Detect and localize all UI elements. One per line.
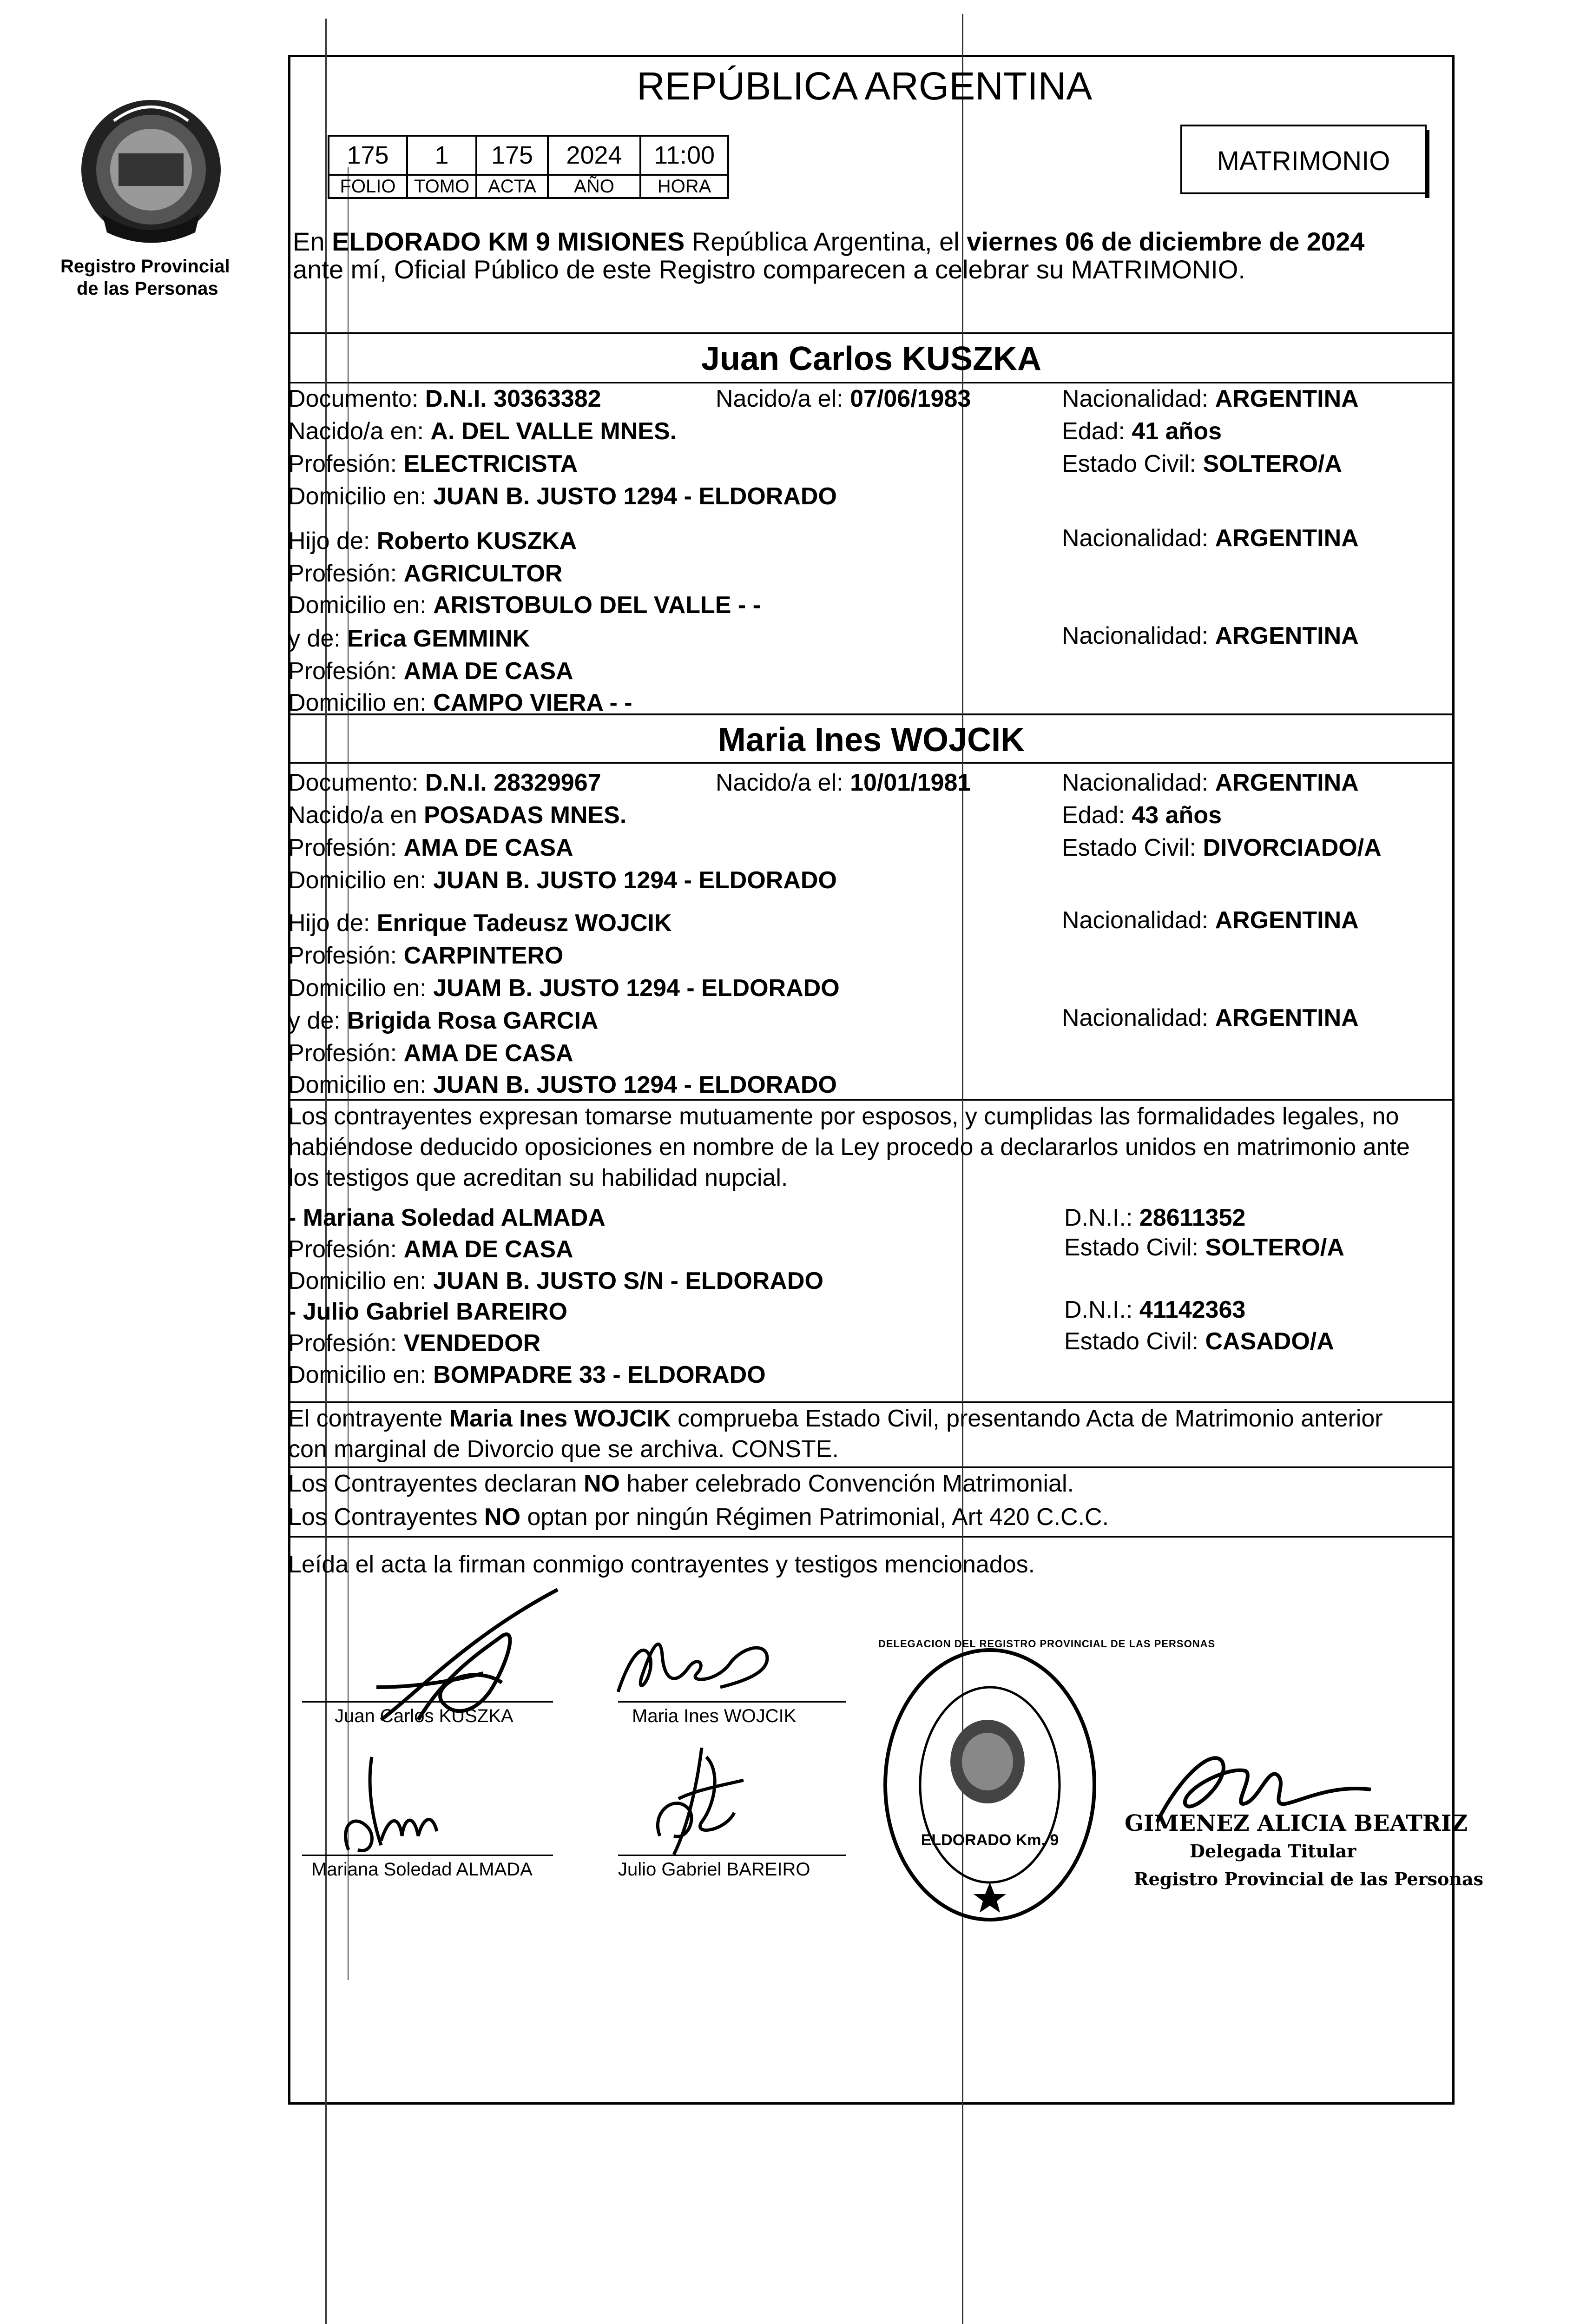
bride-profesion: Profesión: AMA DE CASA — [288, 834, 573, 861]
logo-caption-line2: de las Personas — [77, 278, 218, 299]
groom-profesion: Profesión: ELECTRICISTA — [288, 450, 578, 477]
hora-label: HORA — [640, 175, 728, 198]
misiones-seal-icon — [74, 93, 228, 251]
intro-date: viernes 06 de diciembre de 2024 — [967, 227, 1365, 256]
bride-madre-prof: Profesión: AMA DE CASA — [288, 1040, 573, 1067]
groom-documento: Documento: D.N.I. 30363382 — [288, 385, 601, 412]
regime-line2: Los Contrayentes NO optan por ningún Régimen Patrimonial, Art 420 C.C.C. — [288, 1504, 1109, 1531]
groom-estado: Estado Civil: SOLTERO/A — [1062, 450, 1342, 477]
type-box-label: MATRIMONIO — [1217, 146, 1390, 176]
witness2-dni: D.N.I.: 41142363 — [1064, 1296, 1246, 1323]
divider-closing — [288, 1536, 1455, 1538]
witness1-dni: D.N.I.: 28611352 — [1064, 1204, 1246, 1231]
witness1-signature-label: Mariana Soledad ALMADA — [311, 1859, 533, 1880]
hora-value: 11:00 — [640, 136, 728, 175]
official-name: GIMENEZ ALICIA BEATRIZ — [1125, 1810, 1468, 1836]
groom-edad: Edad: 41 años — [1062, 418, 1222, 445]
groom-domicilio: Domicilio en: JUAN B. JUSTO 1294 - ELDORADO — [288, 483, 837, 510]
registry-logo — [74, 93, 228, 260]
bride-domicilio: Domicilio en: JUAN B. JUSTO 1294 - ELDORADO — [288, 867, 837, 894]
witness1-name: - Mariana Soledad ALMADA — [288, 1204, 606, 1231]
bride-padre-nac: Nacionalidad: ARGENTINA — [1062, 907, 1359, 934]
bride-signature-icon — [609, 1622, 776, 1706]
act-meta-table — [328, 135, 729, 199]
groom-nacido: Nacido/a el: 07/06/1983 — [716, 385, 971, 412]
stamp-seal-icon — [878, 1641, 1101, 1929]
declaration-line3: los testigos que acreditan su habilidad nupcial. — [288, 1164, 788, 1191]
bride-signature-line — [618, 1701, 846, 1703]
header-title: REPÚBLICA ARGENTINA — [637, 64, 1093, 108]
witness2-dom: Domicilio en: BOMPADRE 33 - ELDORADO — [288, 1361, 766, 1388]
groom-signature-label: Juan Carlos KUSZKA — [335, 1706, 514, 1726]
closing-line: Leída el acta la firman conmigo contrayentes y testigos mencionados. — [288, 1551, 1035, 1578]
witness2-signature-line — [618, 1855, 846, 1856]
bride-madre-nac: Nacionalidad: ARGENTINA — [1062, 1004, 1359, 1031]
witness1-prof: Profesión: AMA DE CASA — [288, 1236, 573, 1263]
bride-padre-dom: Domicilio en: JUAM B. JUSTO 1294 - ELDORADO — [288, 975, 840, 1002]
declaration-line1: Los contrayentes expresan tomarse mutuamente por esposos, y cumplidas las formalidades legales, no — [288, 1103, 1399, 1130]
registry-stamp — [878, 1638, 1216, 1929]
official-role: Delegada Titular — [1190, 1841, 1356, 1862]
bride-nacionalidad: Nacionalidad: ARGENTINA — [1062, 769, 1359, 796]
declaration-line2: habiéndose deducido oposiciones en nombre de la Ley procedo a declararlos unidos en matrimonio ante — [288, 1134, 1410, 1161]
bride-padre: Hijo de: Enrique Tadeusz WOJCIK — [288, 910, 672, 937]
intro-place: ELDORADO KM 9 MISIONES — [332, 227, 685, 256]
groom-signature-line — [302, 1701, 553, 1703]
groom-padre-prof: Profesión: AGRICULTOR — [288, 560, 563, 587]
groom-madre-nac: Nacionalidad: ARGENTINA — [1062, 622, 1359, 649]
groom-madre: y de: Erica GEMMINK — [288, 625, 530, 652]
groom-name: Juan Carlos KUSZKA — [701, 340, 1042, 377]
groom-padre-dom: Domicilio en: ARISTOBULO DEL VALLE - - — [288, 592, 761, 619]
anio-label: AÑO — [548, 175, 640, 198]
divider-regime — [288, 1466, 1455, 1468]
divider-bride-name — [288, 762, 1455, 764]
tomo-value: 1 — [407, 136, 476, 175]
bride-signature-label: Maria Ines WOJCIK — [632, 1706, 797, 1726]
acta-value: 175 — [476, 136, 548, 175]
official-org: Registro Provincial de las Personas — [1134, 1868, 1484, 1889]
witness2-signature-label: Julio Gabriel BAREIRO — [618, 1859, 810, 1880]
witness1-dom: Domicilio en: JUAN B. JUSTO S/N - ELDORADO — [288, 1268, 823, 1294]
folio-value: 175 — [329, 136, 407, 175]
anio-value: 2024 — [548, 136, 640, 175]
acta-label: ACTA — [476, 175, 548, 198]
intro-line1 — [293, 227, 1364, 257]
witness2-signature-icon — [632, 1743, 753, 1859]
witness1-estado: Estado Civil: SOLTERO/A — [1064, 1234, 1344, 1261]
stamp-ring-text: DELEGACION DEL REGISTRO PROVINCIAL DE LAS PERSONAS — [878, 1638, 1216, 1650]
witness2-prof: Profesión: VENDEDOR — [288, 1330, 541, 1357]
type-box-shadow — [1425, 130, 1429, 198]
witness2-estado: Estado Civil: CASADO/A — [1064, 1328, 1334, 1355]
logo-caption-line1: Registro Provincial — [60, 256, 230, 277]
divider-note — [288, 1401, 1455, 1403]
bride-lugar: Nacido/a en POSADAS MNES. — [288, 802, 627, 829]
bride-documento: Documento: D.N.I. 28329967 — [288, 769, 601, 796]
bride-nacido: Nacido/a el: 10/01/1981 — [716, 769, 971, 796]
groom-padre-nac: Nacionalidad: ARGENTINA — [1062, 525, 1359, 552]
intro-line2: ante mí, Oficial Público de este Registro comparecen a celebrar su MATRIMONIO. — [293, 255, 1245, 284]
intro-mid: República Argentina, el — [691, 227, 960, 256]
bride-edad: Edad: 43 años — [1062, 802, 1222, 829]
bride-madre: y de: Brigida Rosa GARCIA — [288, 1007, 599, 1034]
bride-padre-prof: Profesión: CARPINTERO — [288, 942, 564, 969]
witness1-signature-line — [302, 1855, 553, 1856]
groom-madre-prof: Profesión: AMA DE CASA — [288, 658, 573, 685]
bride-estado: Estado Civil: DIVORCIADO/A — [1062, 834, 1382, 861]
tomo-label: TOMO — [407, 175, 476, 198]
groom-nacionalidad: Nacionalidad: ARGENTINA — [1062, 385, 1359, 412]
divider-groom-name — [288, 382, 1455, 383]
witness2-name: - Julio Gabriel BAREIRO — [288, 1298, 567, 1325]
bride-name: Maria Ines WOJCIK — [718, 721, 1025, 759]
intro-en: En — [293, 227, 325, 256]
bride-madre-dom: Domicilio en: JUAN B. JUSTO 1294 - ELDORADO — [288, 1071, 837, 1098]
note-line1: El contrayente Maria Ines WOJCIK comprueba Estado Civil, presentando Acta de Matrimonio anterior — [288, 1405, 1383, 1432]
regime-line1: Los Contrayentes declaran NO haber celebrado Convención Matrimonial. — [288, 1470, 1074, 1497]
groom-madre-dom: Domicilio en: CAMPO VIERA - - — [288, 689, 632, 716]
witness1-signature-icon — [321, 1748, 441, 1859]
groom-lugar: Nacido/a en: A. DEL VALLE MNES. — [288, 418, 677, 445]
divider-header — [288, 332, 1455, 334]
note-line2: con marginal de Divorcio que se archiva. CONSTE. — [288, 1436, 839, 1463]
folio-label: FOLIO — [329, 175, 407, 198]
groom-padre: Hijo de: Roberto KUSZKA — [288, 528, 577, 555]
type-box — [1180, 125, 1427, 194]
stamp-center-text: ELDORADO Km. 9 — [921, 1831, 1059, 1849]
